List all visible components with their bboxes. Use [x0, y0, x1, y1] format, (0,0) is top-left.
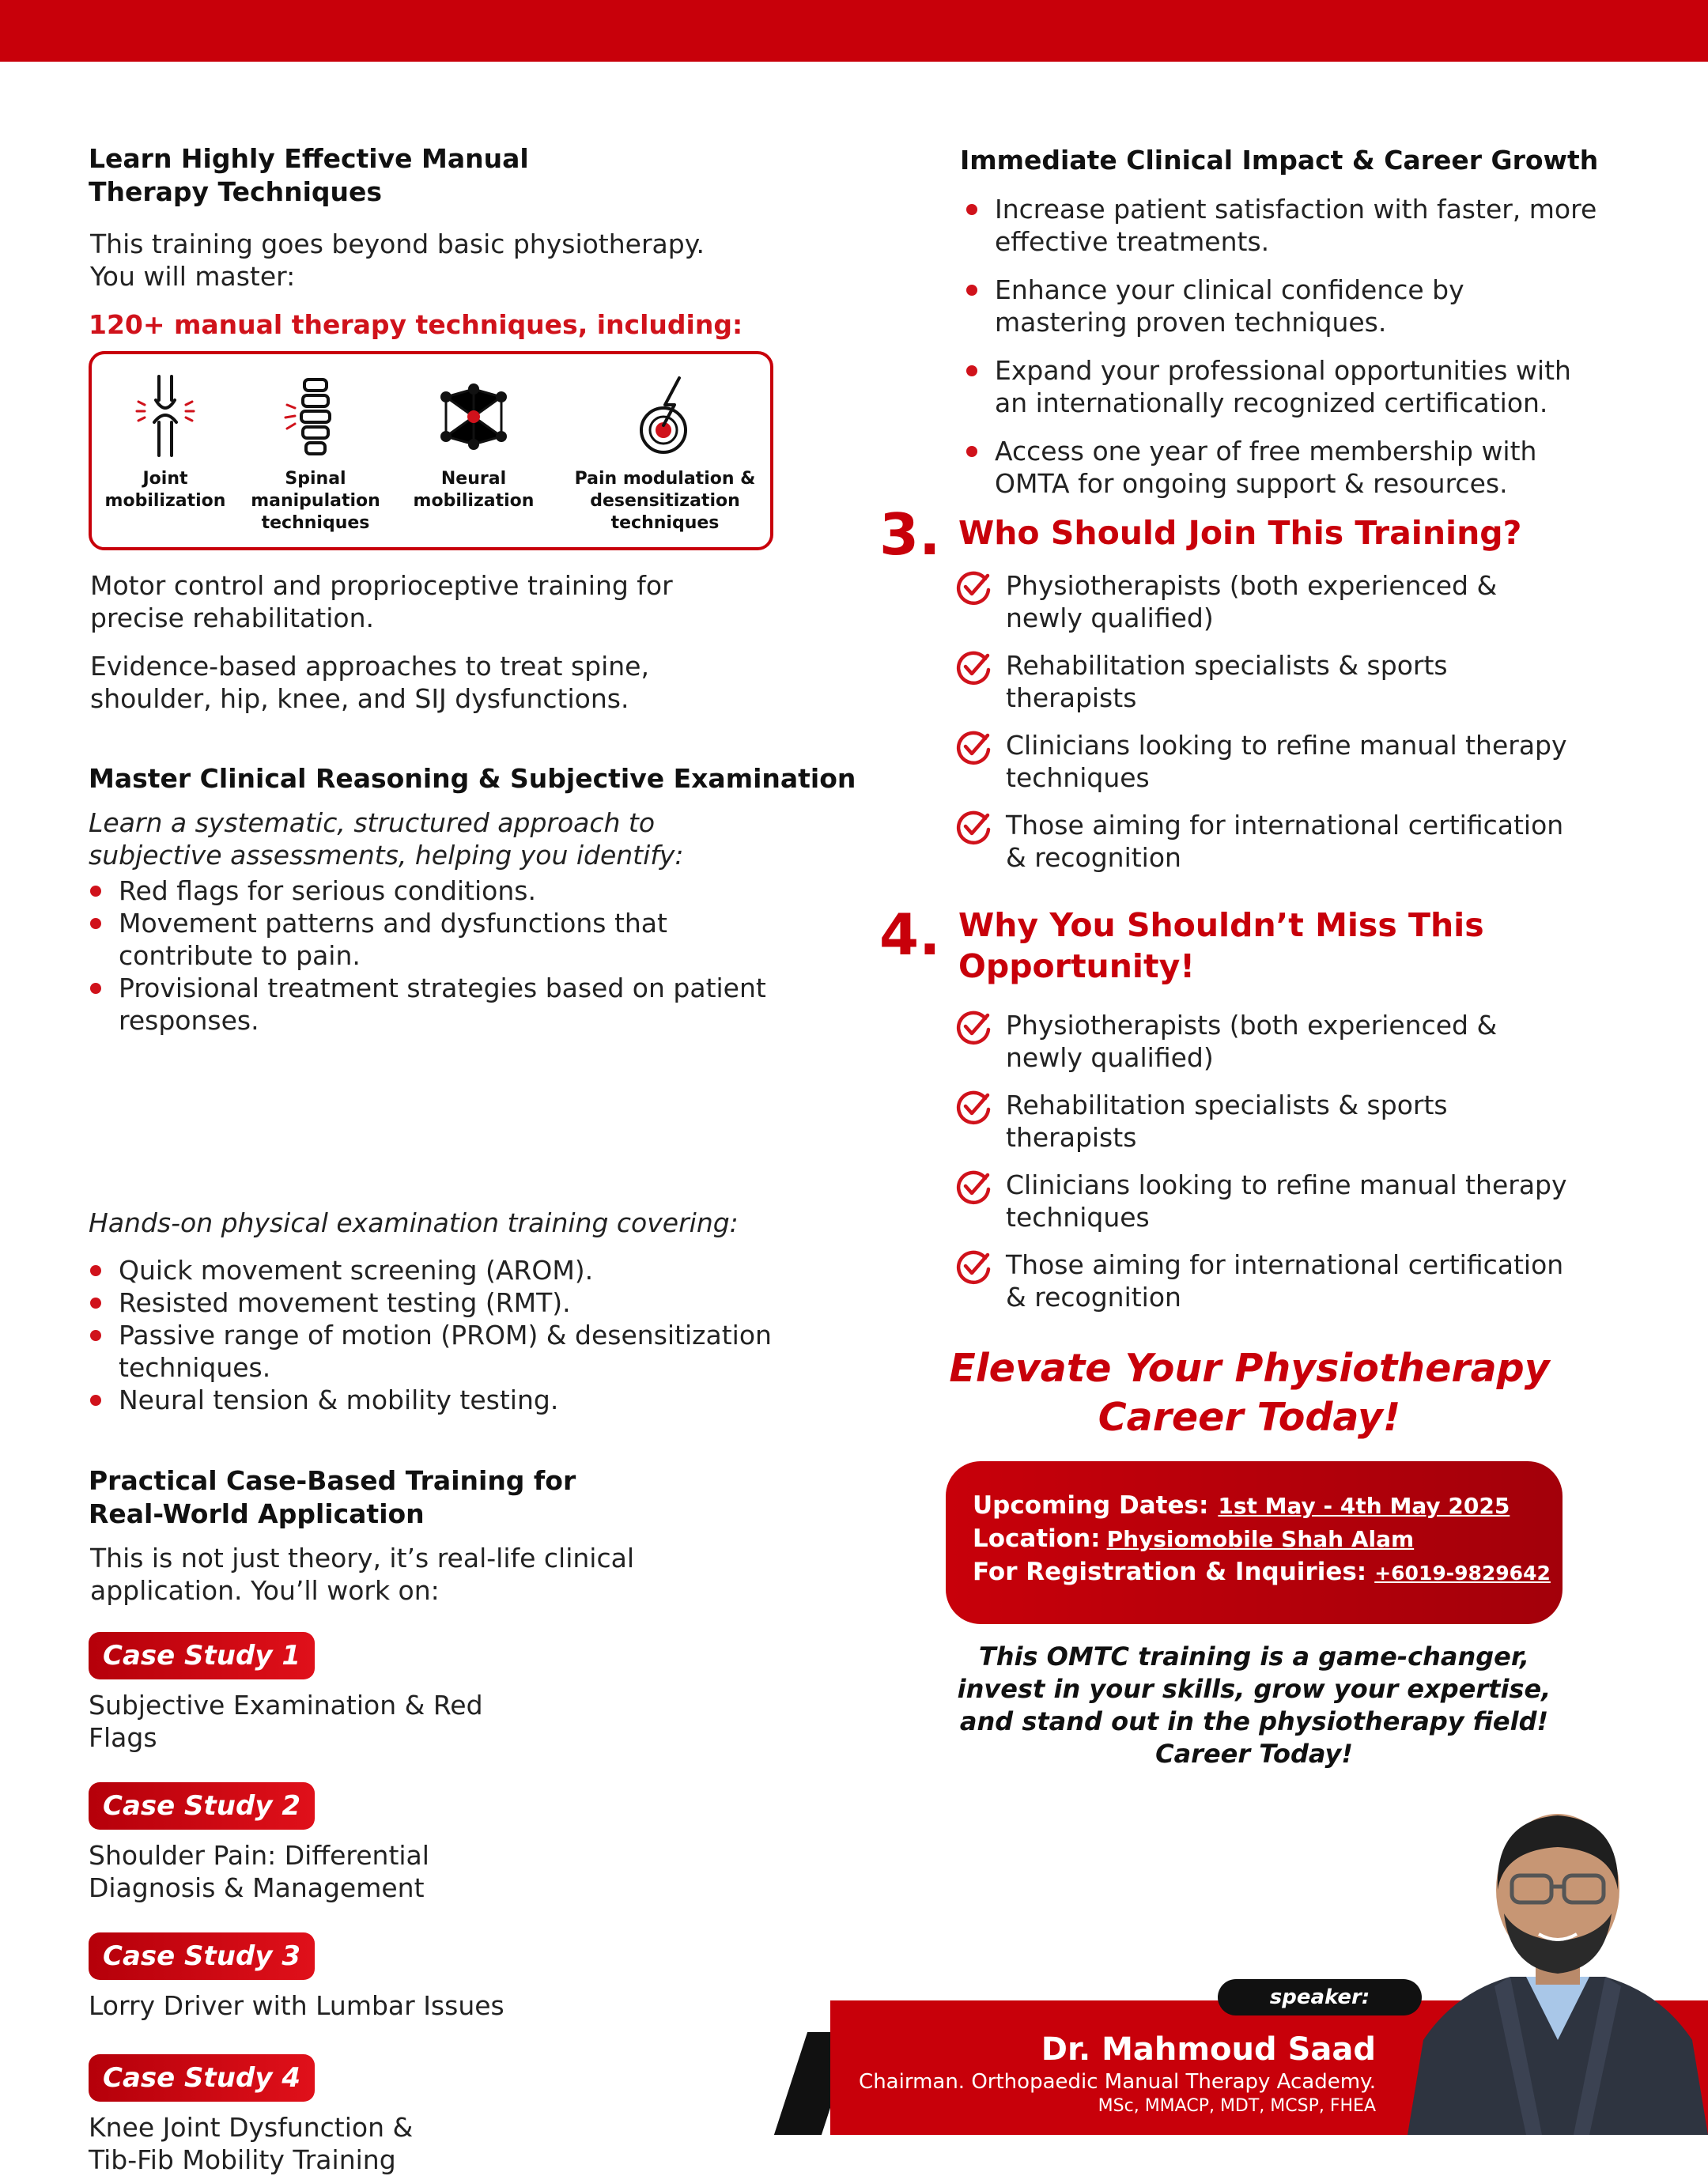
list-item: [957, 435, 1668, 500]
technique-label: Joint: [142, 469, 188, 489]
dates-label: Upcoming Dates:: [973, 1491, 1209, 1520]
case-study-badge: Case Study 1: [89, 1632, 315, 1679]
techniques-box: [89, 351, 773, 550]
speaker-credentials: MSc, MMACP, MDT, MCSP, FHEA: [1098, 2096, 1376, 2116]
pain-icon: [633, 373, 697, 460]
list-item-text: Passive range of motion (PROM) & desensitization: [119, 1320, 772, 1351]
list-item-text: Clinicians looking to refine manual therapy: [1006, 1169, 1567, 1200]
list-item: [955, 569, 1651, 640]
case-study-title: Flags: [89, 1722, 157, 1753]
list-item: [89, 907, 816, 972]
section-title: Real-World Application: [89, 1498, 425, 1529]
technique-label: mobilization: [413, 491, 535, 511]
list-item-text: Neural tension & mobility testing.: [119, 1385, 559, 1415]
list-item-text: Red flags for serious conditions.: [119, 875, 536, 906]
list-item-text: Rehabilitation specialists & sports: [1006, 650, 1448, 681]
dates-value[interactable]: 1st May - 4th May 2025: [1218, 1493, 1510, 1519]
technique-label: techniques: [610, 513, 720, 533]
technique-label: manipulation: [251, 491, 380, 511]
check-circle-icon: [955, 1089, 992, 1125]
list-item-text: effective treatments.: [995, 226, 1270, 257]
list-item-text: OMTA for ongoing support & resources.: [995, 468, 1508, 499]
section-number: 4.: [879, 901, 941, 968]
case-study-title: Subjective Examination & Red: [89, 1690, 483, 1721]
section-title: Therapy Techniques: [89, 176, 383, 207]
section-manual-therapy: [89, 142, 529, 209]
top-banner: [0, 0, 1708, 62]
list-item-text: Provisional treatment strategies based on patient: [119, 973, 766, 1003]
intro-line: You will master:: [90, 261, 296, 292]
list-item-text: Enhance your clinical confidence by: [995, 274, 1464, 305]
case-study-badge: Case Study 4: [89, 2054, 315, 2102]
list-item-text: Physiotherapists (both experienced &: [1006, 570, 1498, 601]
list-item: [955, 649, 1651, 720]
case-study-title: Shoulder Pain: Differential: [89, 1840, 429, 1871]
list-item: [955, 809, 1651, 880]
list-item-text: Rehabilitation specialists & sports: [1006, 1090, 1448, 1120]
list-item-text: Increase patient satisfaction with faster, more: [995, 194, 1597, 225]
speaker-photo: [1408, 1779, 1708, 2135]
case-study-title: Lorry Driver with Lumbar Issues: [89, 1990, 504, 2021]
location-link[interactable]: Physiomobile Shah Alam: [1106, 1526, 1415, 1552]
location-row: [973, 1523, 1414, 1555]
list-item-text: & recognition: [1006, 1282, 1181, 1313]
section-title: [958, 905, 1484, 987]
list-item-text: Access one year of free membership with: [995, 436, 1537, 467]
quote-line: and stand out in the physiotherapy field!: [959, 1706, 1549, 1736]
case-study-4: [89, 2054, 642, 2176]
case-study-title: Knee Joint Dysfunction &: [89, 2112, 414, 2143]
impact-list: [957, 193, 1668, 500]
dates-row: [973, 1490, 1510, 1522]
event-details-card: [946, 1461, 1563, 1624]
section-number: 3.: [879, 501, 941, 568]
motor-control-text: [90, 569, 673, 634]
list-item-text: responses.: [119, 1005, 259, 1036]
list-item-text: mastering proven techniques.: [995, 307, 1387, 338]
technique-label: mobilization: [104, 491, 226, 511]
paragraph-line: Evidence-based approaches to treat spine,: [90, 651, 649, 682]
case-study-1: [89, 1632, 642, 1754]
list-item-text: Expand your professional opportunities with: [995, 355, 1571, 386]
check-circle-icon: [955, 729, 992, 765]
list-item: [957, 274, 1668, 338]
list-item: [955, 1089, 1651, 1160]
list-item-text: Physiotherapists (both experienced &: [1006, 1010, 1498, 1041]
list-item: [89, 1286, 816, 1319]
speaker-role: Chairman. Orthopaedic Manual Therapy Academy.: [859, 2070, 1376, 2094]
quote-line: invest in your skills, grow your expertise,: [957, 1674, 1551, 1704]
section-title: Who Should Join This Training?: [958, 514, 1522, 552]
paragraph-line: shoulder, hip, knee, and SIJ dysfunctions.: [90, 683, 629, 714]
technique-label: desensitization: [590, 491, 740, 511]
list-item-text: newly qualified): [1006, 1042, 1214, 1073]
section-title: Practical Case-Based Training for: [89, 1465, 576, 1496]
speaker-tag: speaker:: [1218, 1979, 1422, 2015]
techniques-subtitle: 120+ manual therapy techniques, including:: [89, 309, 743, 340]
case-study-3: [89, 1932, 642, 2022]
case-study-badge: Case Study 3: [89, 1932, 315, 1980]
paragraph-line: Learn a systematic, structured approach to: [89, 807, 656, 838]
list-item-text: Resisted movement testing (RMT).: [119, 1287, 571, 1318]
technique-label: Spinal: [285, 469, 346, 489]
intro-line: This training goes beyond basic physiotherapy.: [90, 229, 705, 259]
quote-line: Career Today!: [1155, 1739, 1353, 1769]
registration-label: For Registration & Inquiries:: [973, 1558, 1367, 1586]
list-item: [89, 1254, 816, 1286]
paragraph-line: subjective assessments, helping you identify:: [89, 840, 684, 871]
check-circle-icon: [955, 1169, 992, 1205]
list-item-text: Movement patterns and dysfunctions that: [119, 908, 667, 939]
list-item-text: techniques.: [119, 1352, 271, 1383]
technique-spinal: [250, 373, 381, 535]
list-item: [957, 193, 1668, 258]
case-intro: [90, 1542, 634, 1607]
list-item: [957, 354, 1668, 419]
neural-icon: [438, 373, 509, 460]
technique-neural: [408, 373, 539, 512]
list-item-text: Quick movement screening (AROM).: [119, 1255, 594, 1286]
spine-icon: [284, 373, 347, 460]
closing-quote: [930, 1641, 1578, 1770]
identify-list: [89, 875, 816, 1037]
section-title: Master Clinical Reasoning & Subjective Examination: [89, 763, 856, 794]
paragraph-line: precise rehabilitation.: [90, 603, 374, 633]
technique-pain-modulation: [566, 373, 764, 535]
headline-line: Career Today!: [1098, 1395, 1401, 1440]
case-study-title: Diagnosis & Management: [89, 1872, 425, 1903]
section-title-line: Why You Shouldn’t Miss This: [958, 906, 1484, 944]
list-item-text: newly qualified): [1006, 603, 1214, 633]
section-title: Immediate Clinical Impact & Career Growth: [960, 145, 1599, 176]
registration-row: [973, 1556, 1551, 1589]
case-study-2: [89, 1782, 642, 1904]
exam-list: [89, 1254, 816, 1416]
check-circle-icon: [955, 569, 992, 606]
list-item: [89, 875, 816, 907]
list-item: [955, 1169, 1651, 1240]
location-label: Location:: [973, 1524, 1101, 1553]
check-circle-icon: [955, 809, 992, 845]
clinical-reasoning-intro: [89, 807, 684, 871]
speaker-name: Dr. Mahmoud Saad: [1041, 2031, 1376, 2068]
intro-text: [90, 228, 705, 293]
list-item: [955, 729, 1651, 800]
list-item-text: contribute to pain.: [119, 940, 361, 971]
evidence-text: [90, 650, 649, 715]
elevate-headline: [901, 1344, 1597, 1442]
section-case-based: [89, 1464, 576, 1531]
section-title-line: Opportunity!: [958, 947, 1195, 985]
list-item: [955, 1009, 1651, 1080]
case-study-title: Tib-Fib Mobility Training: [89, 2144, 396, 2175]
headline-line: Elevate Your Physiotherapy: [949, 1346, 1550, 1391]
section-title: Learn Highly Effective Manual: [89, 143, 529, 174]
list-item-text: Those aiming for international certification: [1006, 1249, 1564, 1280]
list-item-text: & recognition: [1006, 842, 1181, 873]
paragraph-line: This is not just theory, it’s real-life clinical: [90, 1543, 635, 1573]
list-item-text: Clinicians looking to refine manual therapy: [1006, 730, 1567, 761]
joint-icon: [134, 373, 197, 460]
technique-label: Neural: [440, 469, 507, 489]
phone-link[interactable]: +6019-9829642: [1374, 1562, 1551, 1585]
list-item: [89, 1384, 816, 1416]
list-item-text: therapists: [1006, 682, 1137, 713]
check-circle-icon: [955, 1009, 992, 1045]
list-item: [89, 1319, 816, 1384]
case-study-badge: Case Study 2: [89, 1782, 315, 1830]
list-item-text: techniques: [1006, 762, 1150, 793]
check-circle-icon: [955, 1249, 992, 1285]
list-item: [955, 1249, 1651, 1320]
list-item-text: Those aiming for international certification: [1006, 810, 1564, 841]
paragraph-line: Motor control and proprioceptive training for: [90, 570, 673, 601]
hands-on-heading: Hands-on physical examination training covering:: [89, 1207, 739, 1238]
paragraph-line: application. You’ll work on:: [90, 1575, 440, 1606]
list-item-text: an internationally recognized certification.: [995, 387, 1548, 418]
quote-line: This OMTC training is a game-changer,: [978, 1641, 1530, 1672]
check-circle-icon: [955, 649, 992, 686]
list-item-text: techniques: [1006, 1202, 1150, 1233]
list-item-text: therapists: [1006, 1122, 1137, 1153]
technique-label: techniques: [261, 513, 370, 533]
technique-label: Pain modulation &: [574, 469, 756, 489]
list-item: [89, 972, 816, 1037]
technique-joint: [100, 373, 231, 512]
